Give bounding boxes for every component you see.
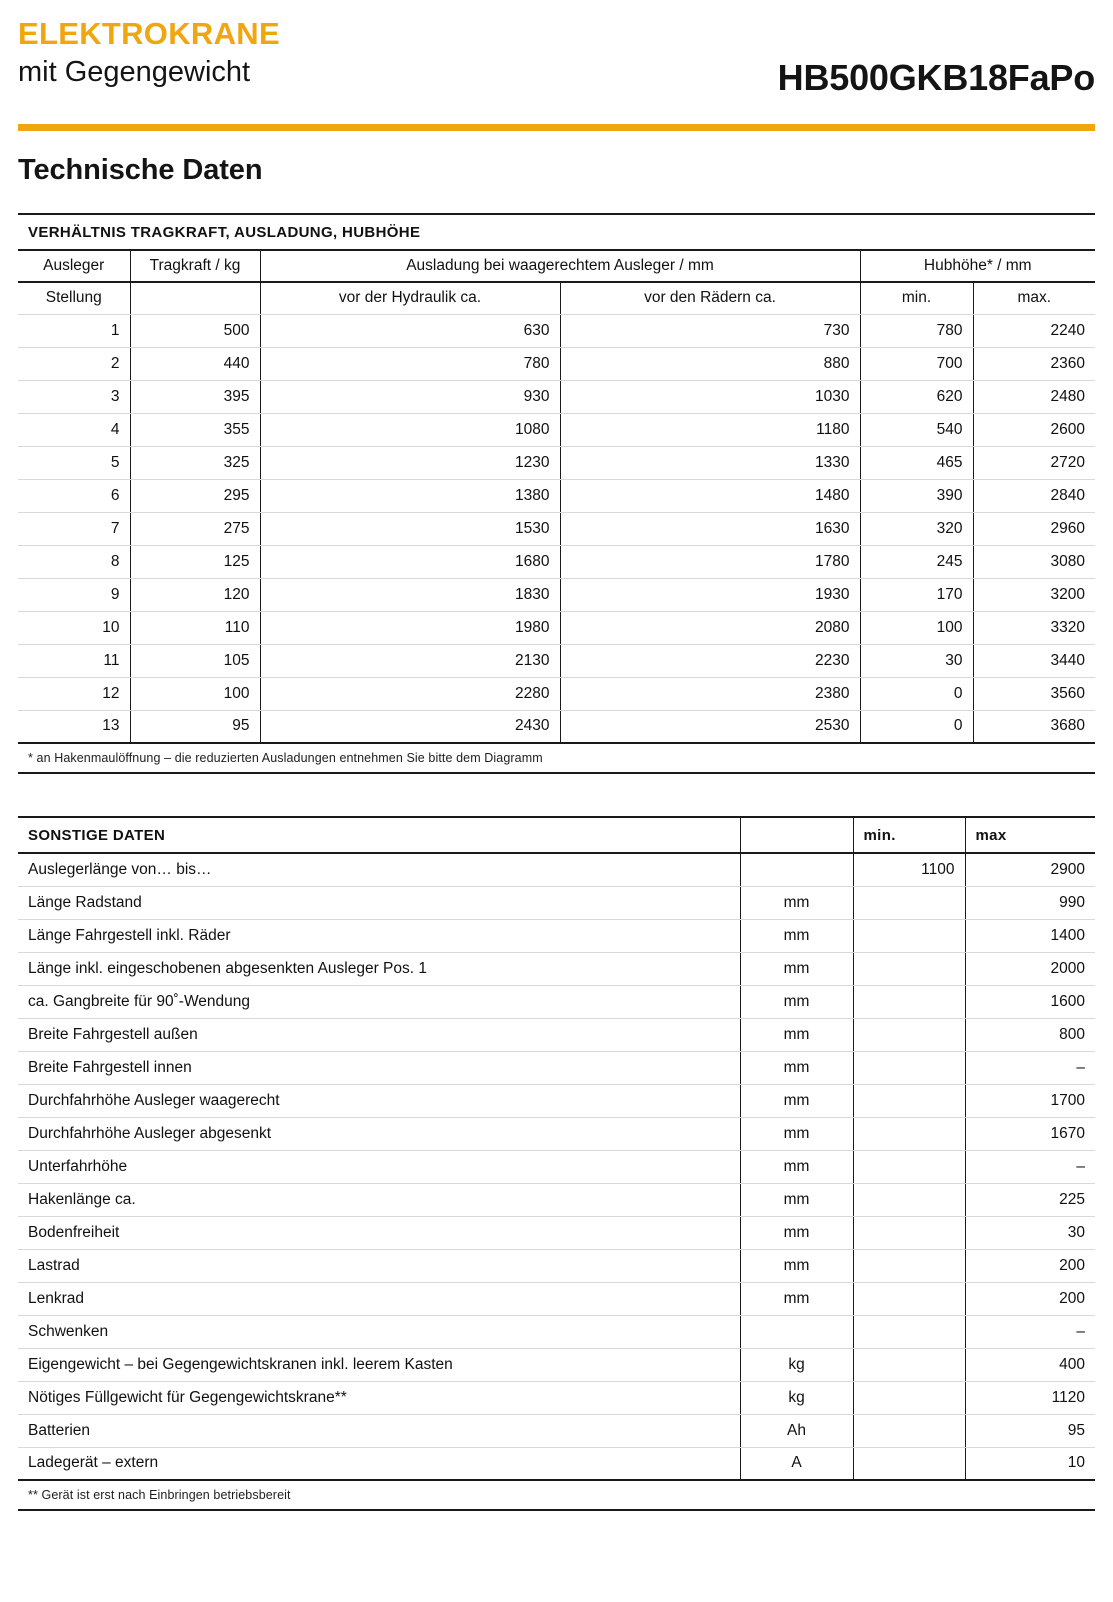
cell-hubhoehe-max: 3440 (973, 644, 1095, 677)
cell-tragkraft: 100 (130, 677, 260, 710)
cell-hubhoehe-min: 620 (860, 380, 973, 413)
table-row (18, 886, 1095, 919)
cell-label: Eigengewicht – bei Gegengewichtskranen inkl. leerem Kasten (18, 1348, 740, 1381)
model-number: HB500GKB18FaPo (777, 57, 1095, 98)
cell-unit: mm (740, 1183, 853, 1216)
th2-min: min. (853, 817, 965, 853)
table1-body (18, 314, 1095, 743)
cell-unit: mm (740, 985, 853, 1018)
cell-min (853, 1447, 965, 1480)
cell-hubhoehe-max: 3080 (973, 545, 1095, 578)
cell-max: 800 (965, 1018, 1095, 1051)
cell-unit: mm (740, 1018, 853, 1051)
table1-header-row-2 (18, 282, 1095, 314)
cell-ausladung-hydraulik: 2130 (260, 644, 560, 677)
table-row (18, 314, 1095, 347)
cell-stellung: 1 (18, 314, 130, 347)
cell-stellung: 4 (18, 413, 130, 446)
cell-hubhoehe-min: 100 (860, 611, 973, 644)
cell-unit: mm (740, 1216, 853, 1249)
cell-max: 1120 (965, 1381, 1095, 1414)
cell-min (853, 1183, 965, 1216)
cell-min (853, 1348, 965, 1381)
cell-tragkraft: 105 (130, 644, 260, 677)
table-row (18, 644, 1095, 677)
cell-ausladung-raeder: 1480 (560, 479, 860, 512)
cell-unit: Ah (740, 1414, 853, 1447)
table1-header-row-1 (18, 250, 1095, 282)
accent-rule (18, 124, 1095, 131)
table-row (18, 446, 1095, 479)
cell-label: Hakenlänge ca. (18, 1183, 740, 1216)
cell-tragkraft: 125 (130, 545, 260, 578)
table1-caption: VERHÄLTNIS TRAGKRAFT, AUSLADUNG, HUBHÖHE (18, 214, 1095, 250)
cell-unit: kg (740, 1348, 853, 1381)
cell-hubhoehe-min: 30 (860, 644, 973, 677)
cell-max: 2000 (965, 952, 1095, 985)
table-row (18, 1447, 1095, 1480)
cell-label: Breite Fahrgestell innen (18, 1051, 740, 1084)
table-row (18, 1315, 1095, 1348)
cell-min (853, 886, 965, 919)
th-vor-hydraulik: vor der Hydraulik ca. (260, 282, 560, 314)
cell-hubhoehe-min: 245 (860, 545, 973, 578)
cell-hubhoehe-max: 2960 (973, 512, 1095, 545)
table-row (18, 1282, 1095, 1315)
cell-min (853, 919, 965, 952)
cell-tragkraft: 110 (130, 611, 260, 644)
table-row (18, 677, 1095, 710)
cell-ausladung-raeder: 1630 (560, 512, 860, 545)
cell-max: 10 (965, 1447, 1095, 1480)
cell-hubhoehe-max: 2600 (973, 413, 1095, 446)
cell-label: Bodenfreiheit (18, 1216, 740, 1249)
cell-ausladung-hydraulik: 1680 (260, 545, 560, 578)
cell-ausladung-raeder: 1030 (560, 380, 860, 413)
cell-max: – (965, 1150, 1095, 1183)
cell-min (853, 1249, 965, 1282)
table-row (18, 1117, 1095, 1150)
cell-unit: mm (740, 952, 853, 985)
cell-max: 1700 (965, 1084, 1095, 1117)
cell-min: 1100 (853, 853, 965, 886)
table-row (18, 413, 1095, 446)
cell-ausladung-raeder: 1930 (560, 578, 860, 611)
table-row (18, 853, 1095, 886)
cell-ausladung-hydraulik: 1380 (260, 479, 560, 512)
cell-min (853, 1414, 965, 1447)
cell-ausladung-hydraulik: 2430 (260, 710, 560, 743)
cell-hubhoehe-min: 320 (860, 512, 973, 545)
brand-block (18, 16, 280, 92)
cell-stellung: 9 (18, 578, 130, 611)
page-title: Technische Daten (18, 154, 263, 186)
cell-tragkraft: 120 (130, 578, 260, 611)
cell-ausladung-hydraulik: 780 (260, 347, 560, 380)
cell-tragkraft: 355 (130, 413, 260, 446)
cell-max: 990 (965, 886, 1095, 919)
table-row (18, 578, 1095, 611)
cell-unit: mm (740, 1282, 853, 1315)
cell-stellung: 10 (18, 611, 130, 644)
table-row (18, 1051, 1095, 1084)
cell-hubhoehe-max: 3560 (973, 677, 1095, 710)
table-row (18, 479, 1095, 512)
cell-ausladung-hydraulik: 1530 (260, 512, 560, 545)
cell-stellung: 8 (18, 545, 130, 578)
cell-min (853, 952, 965, 985)
cell-stellung: 5 (18, 446, 130, 479)
cell-max: 200 (965, 1282, 1095, 1315)
th-blank (130, 282, 260, 314)
cell-max: 225 (965, 1183, 1095, 1216)
cell-min (853, 1051, 965, 1084)
cell-stellung: 13 (18, 710, 130, 743)
table-row (18, 545, 1095, 578)
cell-tragkraft: 95 (130, 710, 260, 743)
cell-ausladung-raeder: 2230 (560, 644, 860, 677)
table-row (18, 919, 1095, 952)
cell-hubhoehe-max: 3320 (973, 611, 1095, 644)
table-row (18, 380, 1095, 413)
cell-unit: mm (740, 1249, 853, 1282)
cell-ausladung-raeder: 730 (560, 314, 860, 347)
cell-unit: mm (740, 1150, 853, 1183)
th-hub-max: max. (973, 282, 1095, 314)
table-row (18, 710, 1095, 743)
table2-caption: SONSTIGE DATEN (18, 817, 740, 853)
table-row (18, 1249, 1095, 1282)
cell-max: 95 (965, 1414, 1095, 1447)
cell-label: Länge inkl. eingeschobenen abgesenkten Ausleger Pos. 1 (18, 952, 740, 985)
table1-footnote: * an Hakenmaulöffnung – die reduzierten Ausladungen entnehmen Sie bitte dem Diagramm (18, 743, 1095, 773)
table2-body (18, 853, 1095, 1480)
cell-unit: mm (740, 886, 853, 919)
cell-hubhoehe-min: 700 (860, 347, 973, 380)
cell-stellung: 11 (18, 644, 130, 677)
cell-tragkraft: 440 (130, 347, 260, 380)
cell-unit: mm (740, 1051, 853, 1084)
cell-min (853, 1018, 965, 1051)
cell-label: Lastrad (18, 1249, 740, 1282)
cell-hubhoehe-min: 170 (860, 578, 973, 611)
cell-stellung: 6 (18, 479, 130, 512)
cell-stellung: 12 (18, 677, 130, 710)
cell-ausladung-hydraulik: 1830 (260, 578, 560, 611)
table2-footnote-row (18, 1480, 1095, 1510)
cell-tragkraft: 325 (130, 446, 260, 479)
cell-hubhoehe-max: 2360 (973, 347, 1095, 380)
cell-ausladung-raeder: 2530 (560, 710, 860, 743)
th-ausladung-group: Ausladung bei waagerechtem Ausleger / mm (260, 250, 860, 282)
cell-ausladung-raeder: 2380 (560, 677, 860, 710)
cell-label: Nötiges Füllgewicht für Gegengewichtskrane** (18, 1381, 740, 1414)
table-sonstige-daten (18, 816, 1095, 1511)
cell-tragkraft: 275 (130, 512, 260, 545)
cell-label: Länge Fahrgestell inkl. Räder (18, 919, 740, 952)
cell-min (853, 1282, 965, 1315)
cell-hubhoehe-max: 2840 (973, 479, 1095, 512)
cell-ausladung-hydraulik: 1080 (260, 413, 560, 446)
table-row (18, 1183, 1095, 1216)
cell-max: 200 (965, 1249, 1095, 1282)
cell-min (853, 1084, 965, 1117)
page-header (18, 0, 1095, 118)
cell-hubhoehe-max: 3200 (973, 578, 1095, 611)
cell-max: – (965, 1051, 1095, 1084)
cell-max: 2900 (965, 853, 1095, 886)
table-row (18, 347, 1095, 380)
cell-hubhoehe-max: 3680 (973, 710, 1095, 743)
cell-unit: mm (740, 1117, 853, 1150)
cell-label: Ladegerät – extern (18, 1447, 740, 1480)
cell-label: Schwenken (18, 1315, 740, 1348)
cell-ausladung-raeder: 880 (560, 347, 860, 380)
cell-unit: kg (740, 1381, 853, 1414)
cell-ausladung-hydraulik: 930 (260, 380, 560, 413)
cell-label: Batterien (18, 1414, 740, 1447)
cell-stellung: 2 (18, 347, 130, 380)
table2-footnote: ** Gerät ist erst nach Einbringen betriebsbereit (18, 1480, 1095, 1510)
th2-max: max (965, 817, 1095, 853)
table-row (18, 1348, 1095, 1381)
th-hub-min: min. (860, 282, 973, 314)
table1-caption-row (18, 214, 1095, 250)
cell-min (853, 985, 965, 1018)
th-ausleger: Ausleger (18, 250, 130, 282)
th2-unit (740, 817, 853, 853)
cell-max: 1600 (965, 985, 1095, 1018)
cell-stellung: 3 (18, 380, 130, 413)
table-row (18, 512, 1095, 545)
table1-footnote-row (18, 743, 1095, 773)
cell-unit: A (740, 1447, 853, 1480)
table-row (18, 1150, 1095, 1183)
table-row (18, 1381, 1095, 1414)
cell-ausladung-hydraulik: 630 (260, 314, 560, 347)
cell-min (853, 1315, 965, 1348)
cell-hubhoehe-max: 2240 (973, 314, 1095, 347)
cell-label: Durchfahrhöhe Ausleger waagerecht (18, 1084, 740, 1117)
cell-hubhoehe-min: 540 (860, 413, 973, 446)
table-row (18, 1216, 1095, 1249)
cell-max: 1400 (965, 919, 1095, 952)
cell-ausladung-raeder: 1180 (560, 413, 860, 446)
cell-ausladung-hydraulik: 1980 (260, 611, 560, 644)
table-row (18, 611, 1095, 644)
cell-unit: mm (740, 1084, 853, 1117)
cell-max: 1670 (965, 1117, 1095, 1150)
cell-hubhoehe-min: 0 (860, 710, 973, 743)
cell-tragkraft: 395 (130, 380, 260, 413)
cell-label: ca. Gangbreite für 90˚-Wendung (18, 985, 740, 1018)
th-hubhoehe-group: Hubhöhe* / mm (860, 250, 1095, 282)
cell-hubhoehe-min: 465 (860, 446, 973, 479)
cell-ausladung-hydraulik: 1230 (260, 446, 560, 479)
th-stellung: Stellung (18, 282, 130, 314)
cell-hubhoehe-min: 390 (860, 479, 973, 512)
cell-min (853, 1150, 965, 1183)
table2-caption-row (18, 817, 1095, 853)
cell-max: 30 (965, 1216, 1095, 1249)
table-tragkraft-ausladung-hubhoehe (18, 213, 1095, 774)
cell-hubhoehe-max: 2720 (973, 446, 1095, 479)
cell-ausladung-hydraulik: 2280 (260, 677, 560, 710)
brand-subtitle: mit Gegengewicht (18, 56, 251, 88)
th-vor-raedern: vor den Rädern ca. (560, 282, 860, 314)
table-row (18, 1084, 1095, 1117)
table-row (18, 952, 1095, 985)
cell-unit (740, 853, 853, 886)
cell-min (853, 1117, 965, 1150)
cell-ausladung-raeder: 1780 (560, 545, 860, 578)
cell-label: Länge Radstand (18, 886, 740, 919)
cell-label: Auslegerlänge von… bis… (18, 853, 740, 886)
table-row (18, 1018, 1095, 1051)
cell-tragkraft: 295 (130, 479, 260, 512)
cell-stellung: 7 (18, 512, 130, 545)
cell-max: – (965, 1315, 1095, 1348)
cell-label: Unterfahrhöhe (18, 1150, 740, 1183)
table-row (18, 985, 1095, 1018)
cell-tragkraft: 500 (130, 314, 260, 347)
cell-hubhoehe-max: 2480 (973, 380, 1095, 413)
table-row (18, 1414, 1095, 1447)
cell-unit: mm (740, 919, 853, 952)
cell-ausladung-raeder: 1330 (560, 446, 860, 479)
cell-unit (740, 1315, 853, 1348)
brand-category: ELEKTROKRANE (18, 16, 280, 51)
cell-label: Breite Fahrgestell außen (18, 1018, 740, 1051)
cell-label: Lenkrad (18, 1282, 740, 1315)
th-tragkraft: Tragkraft / kg (130, 250, 260, 282)
cell-hubhoehe-min: 0 (860, 677, 973, 710)
cell-label: Durchfahrhöhe Ausleger abgesenkt (18, 1117, 740, 1150)
cell-min (853, 1216, 965, 1249)
cell-hubhoehe-min: 780 (860, 314, 973, 347)
cell-ausladung-raeder: 2080 (560, 611, 860, 644)
cell-min (853, 1381, 965, 1414)
cell-max: 400 (965, 1348, 1095, 1381)
